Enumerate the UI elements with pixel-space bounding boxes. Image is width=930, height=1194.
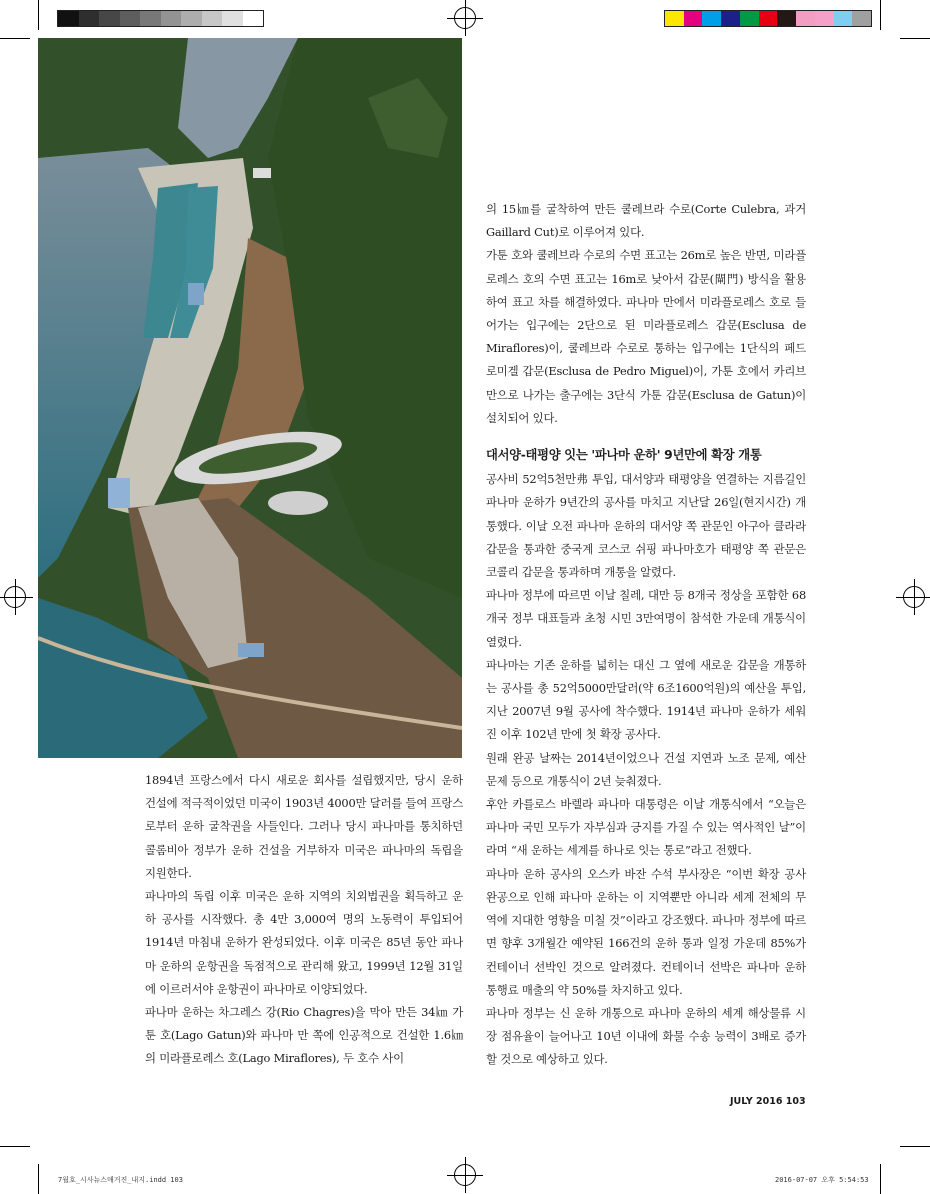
article-paragraph: 파나마 정부에 따르면 이날 칠레, 대만 등 8개국 정상을 포함한 68개국 정부 대표들과 초청 시민 3만여명이 참석한 가운데 개통식이 열렸다. xyxy=(486,588,806,649)
color-swatch xyxy=(202,11,223,26)
color-swatch xyxy=(815,11,834,26)
article-paragraph: 파나마의 독립 이후 미국은 운하 지역의 치외법권을 획득하고 운하 공사를 시작했다. 총 4만 3,000여 명의 노동력이 투입되어 1914년 마침내 운하가 완성되었다. 이후 미국은 85년 동안 파나마 운하의 운항권을 독점적으로 관리해 왔고, 1999년 12월 31일에 이르러서야 운항권이 파나마로 이양되었다. xyxy=(145,889,463,996)
article-left-column xyxy=(145,769,463,1071)
color-swatch xyxy=(99,11,120,26)
article-paragraph: 가툰 호와 쿨레브라 수로의 수면 표고는 26m로 높은 반면, 미라플로레스 호의 수면 표고는 16m로 낮아서 갑문(閘門) 방식을 활용하여 표고 차를 해결하였다. 파나마 만에서 미라플로레스 호로 들어가는 입구에는 2단으로 된 미라플로레스 갑문(Esclusa de Miraflores)이, 쿨레브라 수로로 통하는 입구에는 1단식의 페드로미겔 갑문(Esclusa de Pedro Miguel)이, 가툰 호에서 카리브 만으로 나가는 출구에는 3단식 가툰 갑문(Esclusa de Gatun)이 설치되어 있다. xyxy=(486,248,806,425)
aerial-photo-panama-canal-locks-icon xyxy=(38,38,462,758)
file-slug: 7월호_시사뉴스매거진_내지.indd 103 xyxy=(58,1176,183,1184)
page-folio: JULY 2016 103 xyxy=(730,1096,806,1107)
article-paragraph: 후안 카를로스 바렐라 파나마 대통령은 이날 개통식에서 “오늘은 파나마 국민 모두가 자부심과 긍지를 가질 수 있는 역사적인 날”이라며 “새 운하는 세계를 하나로 잇는 통로”라고 전했다. xyxy=(486,797,806,858)
color-swatch xyxy=(759,11,778,26)
color-swatch xyxy=(702,11,721,26)
grayscale-calibration-bar xyxy=(57,10,264,27)
crop-mark xyxy=(900,1146,930,1147)
color-swatch xyxy=(665,11,684,26)
crop-mark xyxy=(38,1164,39,1194)
color-swatch xyxy=(222,11,243,26)
article-right-column xyxy=(486,198,806,1072)
color-swatch xyxy=(740,11,759,26)
color-swatch xyxy=(120,11,141,26)
article-paragraph: 의 15㎞를 굴착하여 만든 쿨레브라 수로(Corte Culebra, 과거 Gaillard Cut)로 이루어져 있다. xyxy=(486,202,806,240)
article-paragraph: 공사비 52억5천만弗 투입, 대서양과 태평양을 연결하는 지름길인 파나마 운하가 9년간의 공사를 마치고 지난달 26일(현지시간) 개통했다. 이날 오전 파나마 운하의 대서양 쪽 관문인 아구아 클라라 갑문을 통과한 중국계 코스코 쉬핑 파나마호가 태평양 쪽 관문은 코콜리 갑문을 통과하며 개통을 알렸다. xyxy=(486,472,806,580)
article-paragraph: 원래 완공 날짜는 2014년이었으나 건설 지연과 노조 문제, 예산 문제 등으로 개통식이 2년 늦춰졌다. xyxy=(486,750,806,788)
color-calibration-bar xyxy=(664,10,872,27)
color-swatch xyxy=(796,11,815,26)
print-timestamp: 2016-07-07 오후 5:54:53 xyxy=(775,1176,869,1184)
article-paragraph: 1894년 프랑스에서 다시 새로운 회사를 설립했지만, 당시 운하 건설에 적극적이었던 미국이 1903년 4000만 달러를 들여 프랑스로부터 운하 굴착권을 사들인다. 그러나 당시 파나마를 통치하던 콜롬비아 정부가 운하 건설을 거부하자 미국은 파나마의 독립을 지원한다. xyxy=(145,773,463,880)
color-swatch xyxy=(684,11,703,26)
article-paragraph: 파나마 운하는 차그레스 강(Rio Chagres)을 막아 만든 34㎞ 가툰 호(Lago Gatun)와 파나마 만 쪽에 인공적으로 건설한 1.6㎞의 미라플로레스 호(Lago Miraflores), 두 호수 사이 xyxy=(145,1005,463,1066)
news-heading: 대서양-태평양 잇는 '파나마 운하' 9년만에 확장 개통 xyxy=(486,448,762,463)
crop-mark xyxy=(38,0,39,30)
registration-mark-icon xyxy=(903,586,925,608)
color-swatch xyxy=(852,11,871,26)
color-swatch xyxy=(721,11,740,26)
crop-mark xyxy=(900,38,930,39)
registration-mark-icon xyxy=(454,1164,476,1186)
color-swatch xyxy=(777,11,796,26)
color-swatch xyxy=(58,11,79,26)
color-swatch xyxy=(181,11,202,26)
registration-mark-icon xyxy=(4,586,26,608)
color-swatch xyxy=(243,11,264,26)
color-swatch xyxy=(79,11,100,26)
crop-mark xyxy=(880,1164,881,1194)
crop-mark xyxy=(880,0,881,30)
crop-mark xyxy=(0,38,30,39)
article-paragraph: 파나마 운하 공사의 오스카 바잔 수석 부사장은 “이번 확장 공사 완공으로 인해 파나마 운하는 이 지역뿐만 아니라 세계 전체의 무역에 지대한 영향을 미칠 것”이라고 강조했다. 파나마 정부에 따르면 향후 3개월간 예약된 166건의 운하 통과 일정 가운데 85%가 컨테이너 선박인 것으로 알려졌다. 컨테이너 선박은 파나마 운하 통행료 매출의 약 50%를 차지하고 있다. xyxy=(486,866,806,997)
crop-mark xyxy=(0,1146,30,1147)
article-paragraph: 파나마는 기존 운하를 넓히는 대신 그 옆에 새로운 갑문을 개통하는 공사를 총 52억5000만달러(약 6조1600억원)의 예산을 투입, 지난 2007년 9월 공사에 착수했다. 1914년 파나마 운하가 세워진 이후 102년 만에 첫 확장 공사다. xyxy=(486,657,806,742)
article-paragraph: 파나마 정부는 신 운하 개통으로 파나마 운하의 세계 해상물류 시장 점유율이 늘어나고 10년 이내에 화물 수송 능력이 3배로 증가할 것으로 예상하고 있다. xyxy=(486,1005,806,1067)
color-swatch xyxy=(140,11,161,26)
registration-mark-icon xyxy=(454,7,476,29)
color-swatch xyxy=(161,11,182,26)
color-swatch xyxy=(834,11,853,26)
